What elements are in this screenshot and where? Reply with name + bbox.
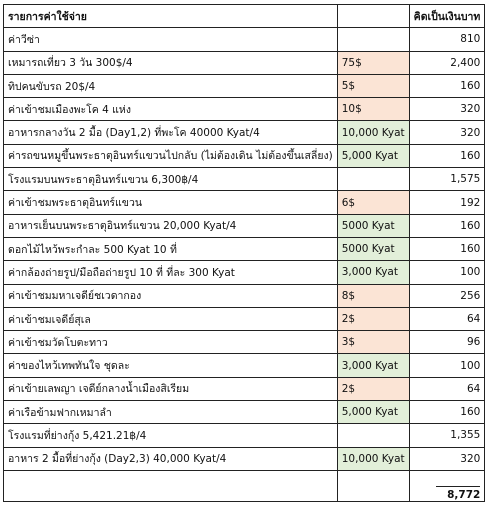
note-cell[interactable]: 5,000 Kyat bbox=[337, 401, 409, 424]
header-row bbox=[4, 5, 485, 28]
item-cell[interactable]: ทิปคนขับรถ 20$/4 bbox=[4, 74, 338, 97]
item-cell[interactable]: ค่าเข้ายเลพญา เจดีย์กลางน้ำเมืองสิเรียม bbox=[4, 377, 338, 400]
table-row bbox=[4, 98, 485, 121]
item-cell[interactable]: ค่าเรือข้ามฟากเหมาลำ bbox=[4, 401, 338, 424]
table-row bbox=[4, 307, 485, 330]
total-amount-cell[interactable] bbox=[409, 470, 485, 501]
amount-cell[interactable]: 100 bbox=[409, 354, 485, 377]
item-cell[interactable]: อาหารกลางวัน 2 มื้อ (Day1,2) ที่พะโค 40000 Kyat/4 bbox=[4, 121, 338, 144]
amount-cell[interactable]: 160 bbox=[409, 401, 485, 424]
table-row bbox=[4, 214, 485, 237]
item-cell[interactable]: ค่าของไหว้เทพทันใจ ชุดละ bbox=[4, 354, 338, 377]
note-cell[interactable]: 6$ bbox=[337, 191, 409, 214]
note-cell[interactable]: 5$ bbox=[337, 74, 409, 97]
note-cell[interactable]: 10,000 Kyat bbox=[337, 447, 409, 470]
total-amount: 8,772 bbox=[436, 486, 480, 501]
note-cell[interactable]: 5000 Kyat bbox=[337, 214, 409, 237]
amount-cell[interactable]: 1,355 bbox=[409, 424, 485, 447]
note-cell[interactable] bbox=[337, 168, 409, 191]
table-row bbox=[4, 401, 485, 424]
table-row bbox=[4, 168, 485, 191]
item-cell[interactable]: ค่าเข้าชมมหาเจดีย์ชเวดากอง bbox=[4, 284, 338, 307]
note-cell[interactable]: 2$ bbox=[337, 307, 409, 330]
amount-cell[interactable]: 256 bbox=[409, 284, 485, 307]
item-cell[interactable]: ค่ากล้องถ่ายรูป/มือถือถ่ายรูป 10 ที่ ที่ละ 300 Kyat bbox=[4, 261, 338, 284]
amount-cell[interactable]: 810 bbox=[409, 28, 485, 51]
table-row bbox=[4, 284, 485, 307]
amount-cell[interactable]: 320 bbox=[409, 121, 485, 144]
table-row bbox=[4, 377, 485, 400]
amount-cell[interactable]: 160 bbox=[409, 144, 485, 167]
note-cell[interactable]: 10,000 Kyat bbox=[337, 121, 409, 144]
table-row bbox=[4, 424, 485, 447]
expense-table bbox=[3, 4, 485, 502]
item-cell[interactable]: ค่ารถขนหมูขึ้นพระธาตุอินทร์แขวนไปกลับ (ไม่ต้องเดิน ไม่ต้องขึ้นเสลี่ยง) bbox=[4, 144, 338, 167]
table-row bbox=[4, 28, 485, 51]
item-cell[interactable]: ดอกไม้ไหว้พระกำละ 500 Kyat 10 ที่ bbox=[4, 237, 338, 260]
header-item-cell[interactable]: รายการค่าใช้จ่าย bbox=[4, 5, 338, 28]
note-cell[interactable] bbox=[337, 28, 409, 51]
table-row bbox=[4, 331, 485, 354]
note-cell[interactable]: 2$ bbox=[337, 377, 409, 400]
note-cell[interactable]: 10$ bbox=[337, 98, 409, 121]
note-cell[interactable]: 75$ bbox=[337, 51, 409, 74]
header-note-cell[interactable] bbox=[337, 5, 409, 28]
item-cell[interactable]: อาหารเย็นบนพระธาตุอินทร์แขวน 20,000 Kyat/4 bbox=[4, 214, 338, 237]
table-row bbox=[4, 74, 485, 97]
note-cell[interactable]: 8$ bbox=[337, 284, 409, 307]
total-label-cell[interactable] bbox=[4, 470, 338, 501]
note-cell[interactable] bbox=[337, 424, 409, 447]
table-row bbox=[4, 447, 485, 470]
total-row bbox=[4, 470, 485, 501]
amount-cell[interactable]: 160 bbox=[409, 74, 485, 97]
note-cell[interactable]: 5000 Kyat bbox=[337, 237, 409, 260]
table-row bbox=[4, 191, 485, 214]
item-cell[interactable]: ค่าวีซ่า bbox=[4, 28, 338, 51]
item-cell[interactable]: ค่าเข้าชมพระธาตุอินทร์แขวน bbox=[4, 191, 338, 214]
amount-cell[interactable]: 2,400 bbox=[409, 51, 485, 74]
total-note-cell[interactable] bbox=[337, 470, 409, 501]
table-row bbox=[4, 354, 485, 377]
table-row bbox=[4, 121, 485, 144]
item-cell[interactable]: โรงแรมที่ย่างกุ้ง 5,421.21฿/4 bbox=[4, 424, 338, 447]
note-cell[interactable]: 5,000 Kyat bbox=[337, 144, 409, 167]
amount-cell[interactable]: 64 bbox=[409, 377, 485, 400]
amount-cell[interactable]: 96 bbox=[409, 331, 485, 354]
table-row bbox=[4, 237, 485, 260]
item-cell[interactable]: อาหาร 2 มื้อที่ย่างกุ้ง (Day2,3) 40,000 Kyat/4 bbox=[4, 447, 338, 470]
amount-cell[interactable]: 192 bbox=[409, 191, 485, 214]
item-cell[interactable]: โรงแรมบนพระธาตุอินทร์แขวน 6,300฿/4 bbox=[4, 168, 338, 191]
amount-cell[interactable]: 64 bbox=[409, 307, 485, 330]
item-cell[interactable]: ค่าเข้าชมเมืองพะโค 4 แห่ง bbox=[4, 98, 338, 121]
header-amount-cell[interactable]: คิดเป็นเงินบาท bbox=[409, 5, 485, 28]
note-cell[interactable]: 3,000 Kyat bbox=[337, 354, 409, 377]
note-cell[interactable]: 3$ bbox=[337, 331, 409, 354]
amount-cell[interactable]: 100 bbox=[409, 261, 485, 284]
amount-cell[interactable]: 320 bbox=[409, 447, 485, 470]
amount-cell[interactable]: 160 bbox=[409, 237, 485, 260]
item-cell[interactable]: ค่าเข้าชมวัดโบตะทาว bbox=[4, 331, 338, 354]
table-row bbox=[4, 261, 485, 284]
expense-table-body bbox=[4, 5, 485, 502]
note-cell[interactable]: 3,000 Kyat bbox=[337, 261, 409, 284]
amount-cell[interactable]: 1,575 bbox=[409, 168, 485, 191]
item-cell[interactable]: เหมารถเที่ยว 3 วัน 300$/4 bbox=[4, 51, 338, 74]
table-row bbox=[4, 144, 485, 167]
amount-cell[interactable]: 320 bbox=[409, 98, 485, 121]
item-cell[interactable]: ค่าเข้าชมเจดีย์สุเล bbox=[4, 307, 338, 330]
table-row bbox=[4, 51, 485, 74]
amount-cell[interactable]: 160 bbox=[409, 214, 485, 237]
